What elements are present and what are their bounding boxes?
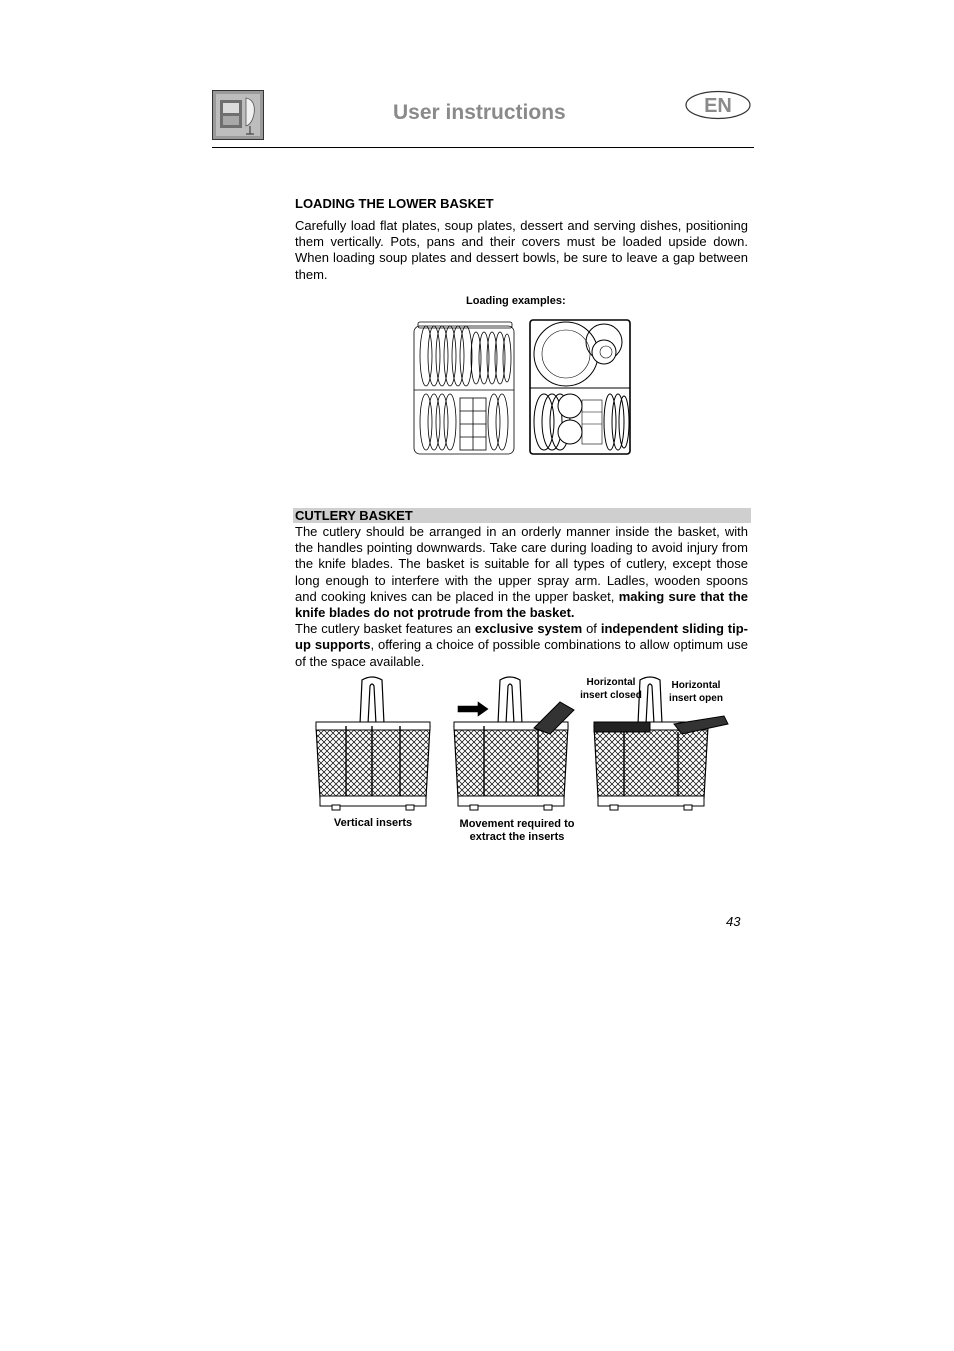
- cutlery-text-1-bold: making sure that the knife blades do not protrude from the basket.: [295, 588, 748, 621]
- cutlery-text-2-bold-1: exclusive system: [474, 621, 583, 637]
- language-badge-shape: [685, 90, 751, 120]
- label-horizontal-insert-open: Horizontal insert open: [669, 680, 723, 704]
- section-heading-cutlery-basket: CUTLERY BASKET: [295, 508, 413, 523]
- header-rule: [212, 147, 754, 148]
- dishwasher-logo-icon: [212, 90, 264, 140]
- page-number: 43: [726, 914, 741, 929]
- cutlery-text-2a: The cutlery basket features an: [295, 621, 472, 637]
- label-horizontal-insert-closed: Horizontal insert closed: [580, 677, 642, 701]
- page-title: User instructions: [393, 101, 566, 124]
- cutlery-text-2-bold-2: independent sliding tip-up supports: [295, 621, 748, 653]
- language-badge: [685, 90, 751, 120]
- lower-basket-paragraph: Carefully load flat plates, soup plates, dessert and serving dishes, positioning them vertically. Pots, pans and their covers must be loaded upside down. When loading soup plates and dessert bowls, be sure to leave a gap between them.: [295, 218, 748, 282]
- section-heading-lower-basket: LOADING THE LOWER BASKET: [295, 196, 494, 211]
- loading-examples-caption: Loading examples:: [466, 295, 566, 307]
- label-vertical-inserts: Vertical inserts: [333, 817, 413, 829]
- cutlery-basket-vertical-inserts: [316, 677, 430, 810]
- cutlery-text-2c: , offering a choice of possible combinations to allow optimum use of the space available.: [295, 637, 748, 669]
- cutlery-text-2b: of: [586, 621, 597, 637]
- cutlery-text-1: The cutlery should be arranged in an orderly manner inside the basket, with the handles pointing downwards. Take care during loading to avoid injury from the knife blades. The basket is suitable for all types of cutlery, except those long enough to interfere with the upper spray arm. Ladles, wooden spoons and cooking knives can be placed in the upper basket,: [295, 524, 748, 604]
- language-code: EN: [704, 95, 732, 117]
- cutlery-basket-paragraph: [295, 524, 748, 670]
- label-movement-required: Movement required to extract the inserts: [459, 818, 575, 843]
- cutlery-basket-extract-movement: [454, 677, 574, 810]
- lower-basket-illustration: [410, 316, 634, 458]
